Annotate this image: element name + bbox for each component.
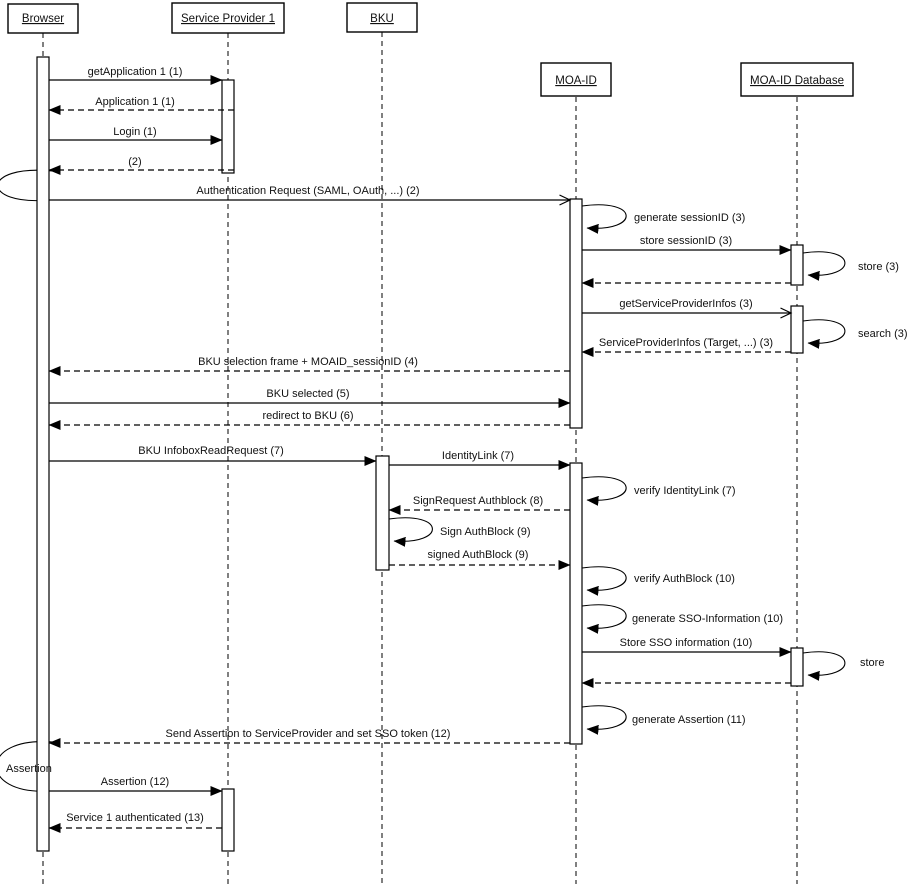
message-label-redirect-bku: redirect to BKU (6) <box>262 410 354 422</box>
message-label-sign-authblock: Sign AuthBlock (9) <box>440 526 531 538</box>
self-loop-verify-identity-link <box>582 477 626 501</box>
activation-service-provider-2 <box>222 789 234 851</box>
message-label-generate-session: generate sessionID (3) <box>634 212 746 224</box>
message-label-assertion-12: Assertion (12) <box>100 776 170 788</box>
message-label-store: store <box>860 657 885 669</box>
message-label-bku-selection-frame: BKU selection frame + MOAID_sessionID (4) <box>198 356 418 368</box>
actor-label-bku: BKU <box>370 13 394 25</box>
message-label-application: Application 1 (1) <box>95 96 175 108</box>
activation-moa-id-2 <box>570 463 582 744</box>
self-loop-search-3 <box>803 320 845 344</box>
activation-browser <box>37 57 49 851</box>
message-label-generate-assertion: generate Assertion (11) <box>632 714 746 726</box>
message-label-identity-link: IdentityLink (7) <box>441 450 515 462</box>
message-label-auth-request: Authentication Request (SAML, OAuth, ...) (2) <box>196 185 420 197</box>
message-label-login: Login (1) <box>113 126 157 138</box>
activation-db-1 <box>791 245 803 285</box>
message-label-search-3: search (3) <box>858 328 908 340</box>
message-label-verify-authblock: verify AuthBlock (10) <box>634 573 735 585</box>
self-loop-verify-authblock <box>582 567 626 591</box>
message-label-sp-infos: ServiceProviderInfos (Target, ...) (3) <box>598 337 774 349</box>
self-loop-generate-session <box>582 205 626 229</box>
message-label-get-application: getApplication 1 (1) <box>87 66 183 78</box>
message-label-verify-identity-link: verify IdentityLink (7) <box>634 485 736 497</box>
actor-label-service-provider: Service Provider 1 <box>181 13 275 25</box>
actor-label-moa-id: MOA-ID <box>555 75 597 87</box>
self-loop-store-3 <box>803 252 845 276</box>
self-loop-generate-sso <box>582 605 626 629</box>
message-label-get-sp-infos: getServiceProviderInfos (3) <box>619 298 753 310</box>
self-loop-store <box>803 652 845 676</box>
activation-moa-id-1 <box>570 199 582 428</box>
activation-db-2 <box>791 306 803 353</box>
message-label-assertion-loop: Assertion <box>6 763 52 775</box>
self-loop-sign-authblock <box>389 518 432 542</box>
message-label-service1-authenticated: Service 1 authenticated (13) <box>66 812 204 824</box>
message-label-store-session: store sessionID (3) <box>639 235 733 247</box>
actor-label-moa-id-database: MOA-ID Database <box>750 75 844 87</box>
message-label-bku-selected: BKU selected (5) <box>266 388 350 400</box>
self-loop-generate-assertion <box>582 706 626 730</box>
message-label-signed-authblock: signed AuthBlock (9) <box>427 549 529 561</box>
message-label-store-3: store (3) <box>858 261 899 273</box>
message-label-sign-request-authblock: SignRequest Authblock (8) <box>412 495 544 507</box>
message-label-store-sso: Store SSO information (10) <box>619 637 753 649</box>
activation-db-3 <box>791 648 803 686</box>
actor-label-browser: Browser <box>21 13 65 25</box>
message-label-generate-sso: generate SSO-Information (10) <box>632 613 784 625</box>
message-label-return-2: (2) <box>128 156 142 168</box>
activation-service-provider-1 <box>222 80 234 173</box>
message-label-bku-infobox-read: BKU InfoboxReadRequest (7) <box>138 445 284 457</box>
message-label-send-assertion: Send Assertion to ServiceProvider and set SSO token (12) <box>165 728 451 740</box>
activation-bku <box>376 456 389 570</box>
